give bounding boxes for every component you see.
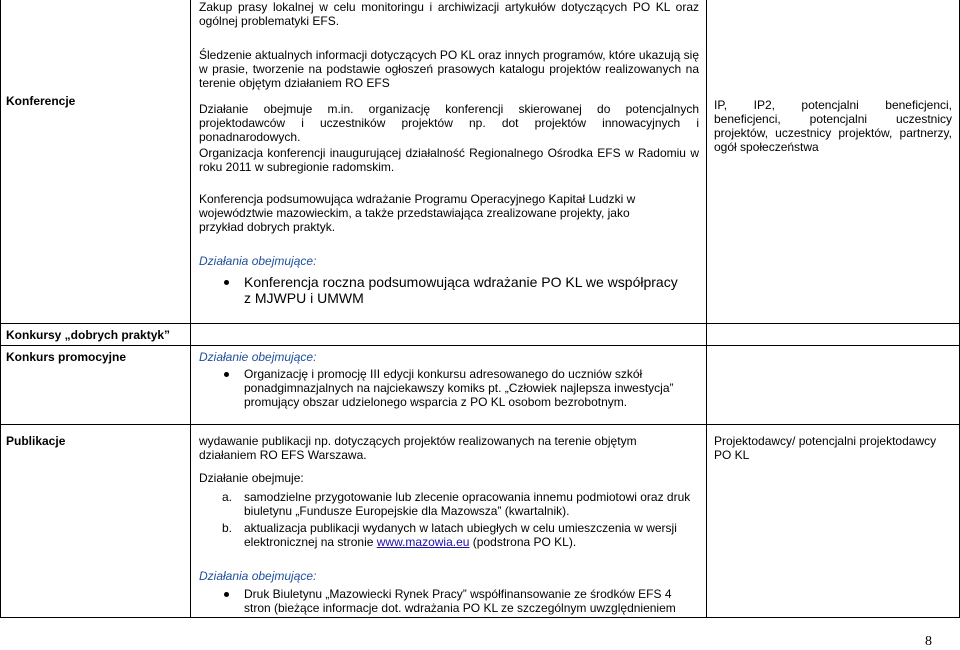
konkurs-actions-heading: Działanie obejmujące: (199, 350, 317, 364)
row-divider-konkursy (0, 345, 960, 346)
bullet-icon (224, 592, 229, 597)
konferencje-top-text: Zakup prasy lokalnej w celu monitoringu i archiwizacji artykułów dotyczących PO KL oraz ogólnej problematyki EFS. (199, 0, 699, 28)
bullet-icon (224, 372, 229, 377)
konferencje-para-organization: Działanie obejmuje m.in. organizację konferencji skierowanej do potencjalnych projektodawców i uczestników projektów np. dot projektów innowacyjnych i ponadnarodowych. (199, 102, 699, 144)
table-border-bottom (0, 617, 960, 618)
konferencje-para-summary: Konferencja podsumowująca wdrażanie Programu Operacyjnego Kapitał Ludzki w województwie mazowieckim, a także przedstawiająca zrealizowane projekty, jako przykład dobrych praktyk. (199, 192, 636, 234)
konferencje-target-group: IP, IP2, potencjalni beneficjenci, beneficjenci, potencjalni uczestnicy projektów, uczestnicy projektów, partnerzy, ogół społeczeństwa (714, 98, 952, 154)
row-divider-konferencje (0, 323, 960, 324)
publikacje-item-a-marker: a. (222, 490, 233, 504)
publikacje-intro: wydawanie publikacji np. dotyczących projektów realizowanych na terenie objętym działaniem RO EFS Warszawa. (199, 434, 637, 462)
bullet-icon (224, 280, 229, 285)
table-column-divider-1 (190, 0, 191, 617)
row-label-publikacje: Publikacje (6, 434, 66, 448)
konferencje-bullet-text: Konferencja roczna podsumowująca wdrażanie PO KL we współpracy z MJWPU i UMWM (244, 274, 678, 306)
publikacje-item-a: samodzielne przygotowanie lub zlecenie opracowania innemu podmiotowi oraz druk biuletynu „Fundusze Europejskie dla Mazowsza” (kwartalnik). (244, 490, 691, 518)
konferencje-actions-heading: Działania obejmujące: (199, 254, 317, 268)
publikacje-includes-heading: Działanie obejmuje: (199, 471, 304, 485)
publikacje-item-b-suffix: (podstrona PO KL). (472, 535, 577, 549)
row-label-konkursy-dobrych-praktyk: Konkursy „dobrych praktyk” (6, 328, 171, 342)
row-divider-publikacje (0, 424, 960, 425)
publikacje-target-group: Projektodawcy/ potencjalni projektodawcy PO KL (714, 434, 937, 462)
mazowia-link[interactable]: www.mazowia.eu (376, 535, 470, 549)
page-number: 8 (925, 634, 932, 649)
row-label-konkurs-promocyjne: Konkurs promocyjne (6, 350, 127, 364)
table-border-left (0, 0, 1, 617)
publikacje-item-b-marker: b. (222, 521, 233, 535)
row-label-konferencje: Konferencje (6, 94, 76, 108)
konferencje-para-monitoring: Śledzenie aktualnych informacji dotyczących PO KL oraz innych programów, które ukazują się w prasie, tworzenie na podstawie ogłoszeń prasowych katalogu projektów realizowanych na terenie objętym działaniem RO EFS (199, 48, 699, 90)
publikacje-bullet-text: Druk Biuletynu „Mazowiecki Rynek Pracy” współfinansowanie ze środków EFS 4 stron (bieżące informacje dot. wdrażania PO KL ze szczególnym uwzględnieniem (244, 587, 676, 615)
publikacje-item-b-text: aktualizacja publikacji wydanych w latach ubiegłych w celu umieszczenia w wersji elektronicznej na stronie (244, 521, 677, 549)
konferencje-para-inauguration: Organizacja konferencji inaugurującej działalność Regionalnego Ośrodka EFS w Radomiu w roku 2011 w subregionie radomskim. (199, 146, 699, 174)
table-column-divider-2 (706, 0, 707, 617)
konkurs-bullet-text: Organizację i promocję III edycji konkursu adresowanego do uczniów szkół ponadgimnazjalnych na najciekawszy komiks pt. „Człowiek najlepsza inwestycja” promujący obszar udzielonego wsparcia z PO KL osobom bezrobotnym. (244, 367, 674, 409)
publikacje-item-b (244, 521, 694, 549)
publikacje-actions-heading: Działania obejmujące: (199, 569, 317, 583)
